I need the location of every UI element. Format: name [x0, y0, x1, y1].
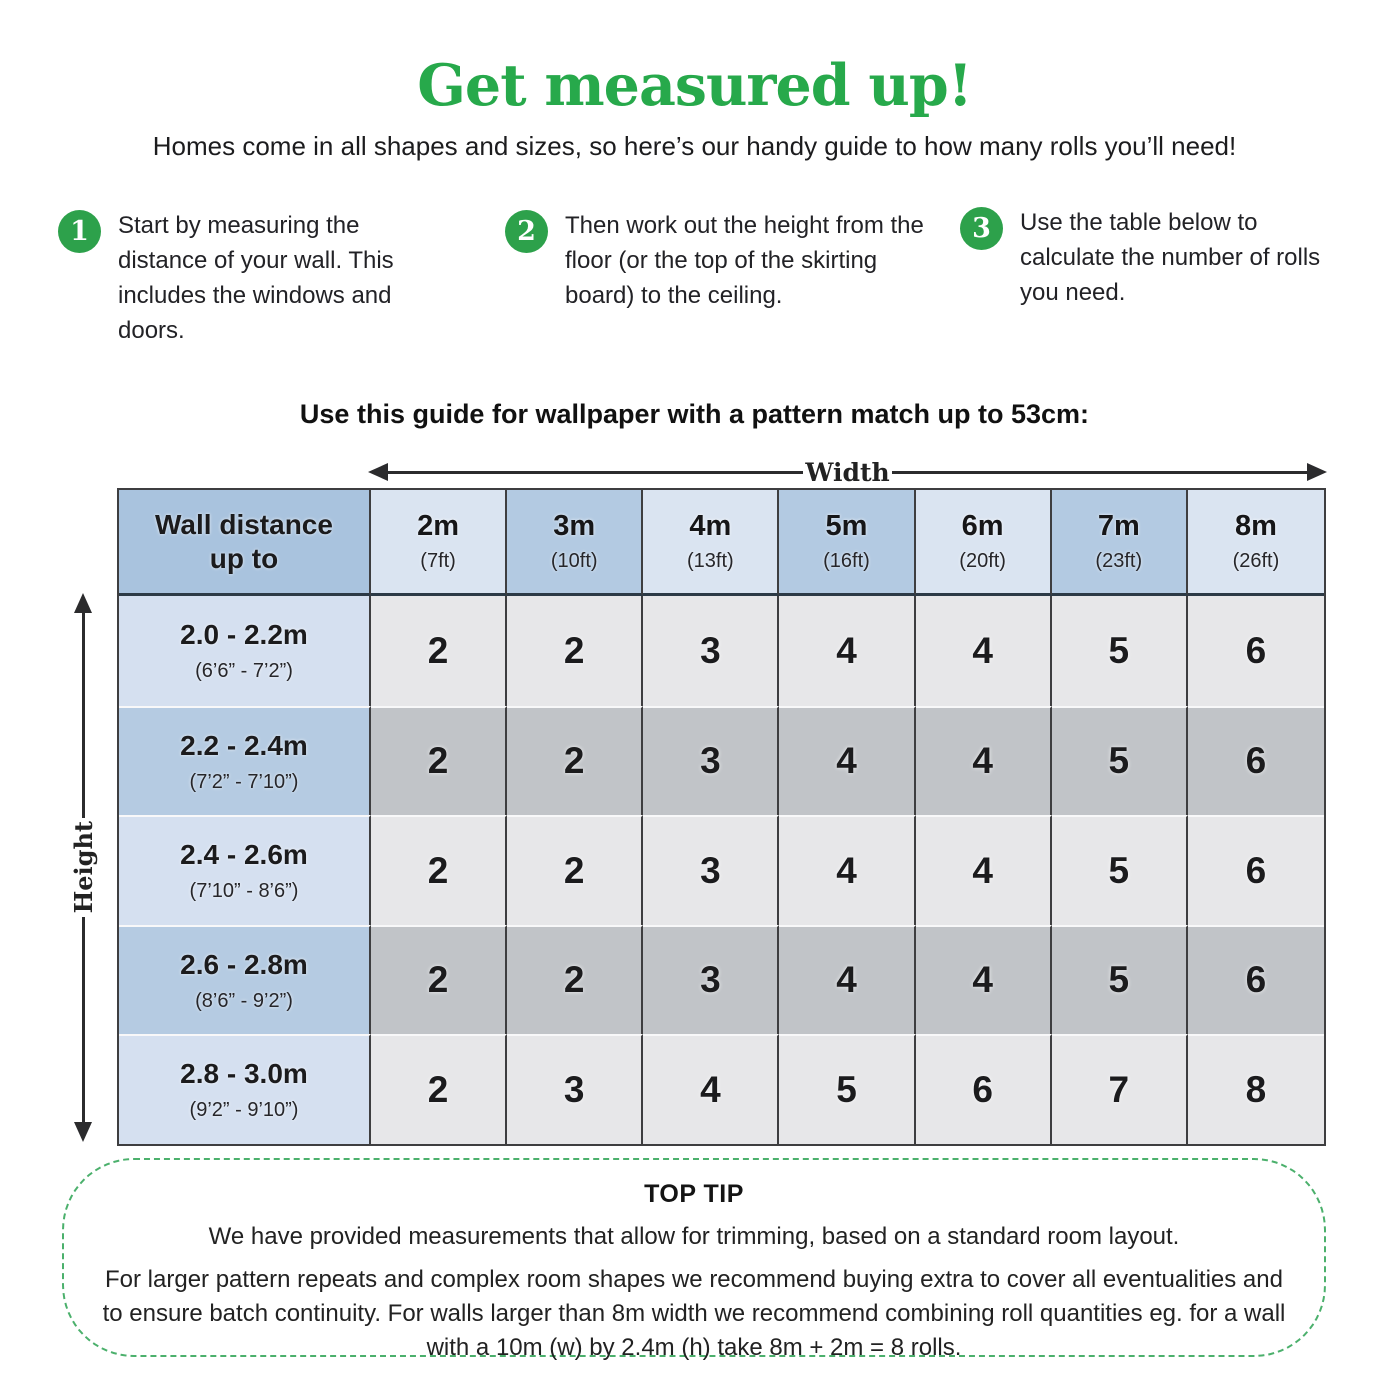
table-cell: 6	[916, 1034, 1052, 1144]
table-cell: 4	[916, 815, 1052, 925]
table-cell: 6	[1188, 596, 1324, 706]
table-cell: 5	[1052, 815, 1188, 925]
height-arrow-line	[82, 917, 85, 1122]
height-arrow-down-icon	[74, 1122, 92, 1142]
table-cell: 8	[1188, 1034, 1324, 1144]
column-header-7m: 7m (23ft)	[1052, 490, 1188, 596]
table-cell: 4	[779, 815, 915, 925]
table-cell: 3	[643, 815, 779, 925]
width-arrow-line	[388, 471, 803, 474]
row-header: 2.4 - 2.6m (7’10” - 8’6”)	[119, 815, 371, 925]
step-2	[505, 208, 925, 313]
step-3-number-badge: 3	[960, 207, 1003, 250]
top-tip-line1: We have provided measurements that allow for trimming, based on a standard room layout.	[208, 1223, 1180, 1250]
top-tip-box	[62, 1158, 1326, 1361]
table-cell: 2	[371, 925, 507, 1035]
table-cell: 5	[1052, 706, 1188, 816]
column-header-4m: 4m (13ft)	[643, 490, 779, 596]
step-1-number-badge: 1	[58, 210, 101, 253]
width-arrow-left-icon	[368, 463, 388, 481]
height-axis	[60, 593, 106, 1142]
table-cell: 6	[1188, 925, 1324, 1035]
table-cell: 4	[916, 706, 1052, 816]
row-header: 2.0 - 2.2m (6’6” - 7’2”)	[119, 596, 371, 706]
table-cell: 4	[779, 596, 915, 706]
table-cell: 6	[1188, 815, 1324, 925]
guide-heading: Use this guide for wallpaper with a pattern match up to 53cm:	[299, 399, 1090, 429]
width-arrow-line	[892, 471, 1307, 474]
step-1	[58, 208, 450, 348]
table-corner-header: Wall distance up to	[119, 490, 371, 596]
column-header-8m: 8m (26ft)	[1188, 490, 1324, 596]
row-header: 2.6 - 2.8m (8’6” - 9’2”)	[119, 925, 371, 1035]
page-title: Get measured up!	[417, 52, 972, 119]
step-2-text: Then work out the height from the floor (or the top of the skirting board) to the ceiling.	[565, 212, 924, 309]
table-cell: 2	[371, 815, 507, 925]
step-3-text: Use the table below to calculate the number of rolls you need.	[1020, 209, 1321, 306]
column-header-6m: 6m (20ft)	[916, 490, 1052, 596]
table-cell: 3	[507, 1034, 643, 1144]
table-cell: 2	[507, 706, 643, 816]
table-cell: 5	[1052, 925, 1188, 1035]
table-cell: 2	[371, 596, 507, 706]
table-cell: 4	[779, 925, 915, 1035]
table-cell: 2	[507, 596, 643, 706]
subtitle: Homes come in all shapes and sizes, so here’s our handy guide to how many rolls you’ll need!	[152, 131, 1237, 161]
step-1-text: Start by measuring the distance of your wall. This includes the windows and doors.	[118, 212, 394, 344]
width-arrow-right-icon	[1307, 463, 1327, 481]
table-cell: 3	[643, 706, 779, 816]
table-cell: 4	[916, 925, 1052, 1035]
top-tip-line2: For larger pattern repeats and complex room shapes we recommend buying extra to cover all eventualities and to ensure batch continuity. For walls larger than 8m width we recommend combining roll quantities eg. for a wall with a 10m (w) by 2.4m (h) take 8m + 2m = 8 rolls.	[102, 1266, 1286, 1361]
table-cell: 4	[916, 596, 1052, 706]
table-cell: 5	[1052, 596, 1188, 706]
step-3	[960, 205, 1350, 310]
rolls-table	[117, 488, 1326, 1146]
step-2-number-badge: 2	[505, 210, 548, 253]
column-header-3m: 3m (10ft)	[507, 490, 643, 596]
table-cell: 3	[643, 925, 779, 1035]
table-cell: 4	[779, 706, 915, 816]
width-axis	[368, 458, 1327, 486]
height-arrow-line	[82, 613, 85, 818]
table-cell: 5	[779, 1034, 915, 1144]
row-header: 2.8 - 3.0m (9’2” - 9’10”)	[119, 1034, 371, 1144]
table-cell: 7	[1052, 1034, 1188, 1144]
table-cell: 4	[643, 1034, 779, 1144]
width-axis-label: Width	[805, 457, 890, 487]
row-header: 2.2 - 2.4m (7’2” - 7’10”)	[119, 706, 371, 816]
table-cell: 3	[643, 596, 779, 706]
table-cell: 2	[507, 925, 643, 1035]
height-axis-label: Height	[68, 821, 98, 914]
table-cell: 6	[1188, 706, 1324, 816]
table-cell: 2	[507, 815, 643, 925]
top-tip-heading: TOP TIP	[644, 1180, 744, 1208]
table-cell: 2	[371, 1034, 507, 1144]
table-cell: 2	[371, 706, 507, 816]
column-header-5m: 5m (16ft)	[779, 490, 915, 596]
column-header-2m: 2m (7ft)	[371, 490, 507, 596]
height-arrow-up-icon	[74, 593, 92, 613]
